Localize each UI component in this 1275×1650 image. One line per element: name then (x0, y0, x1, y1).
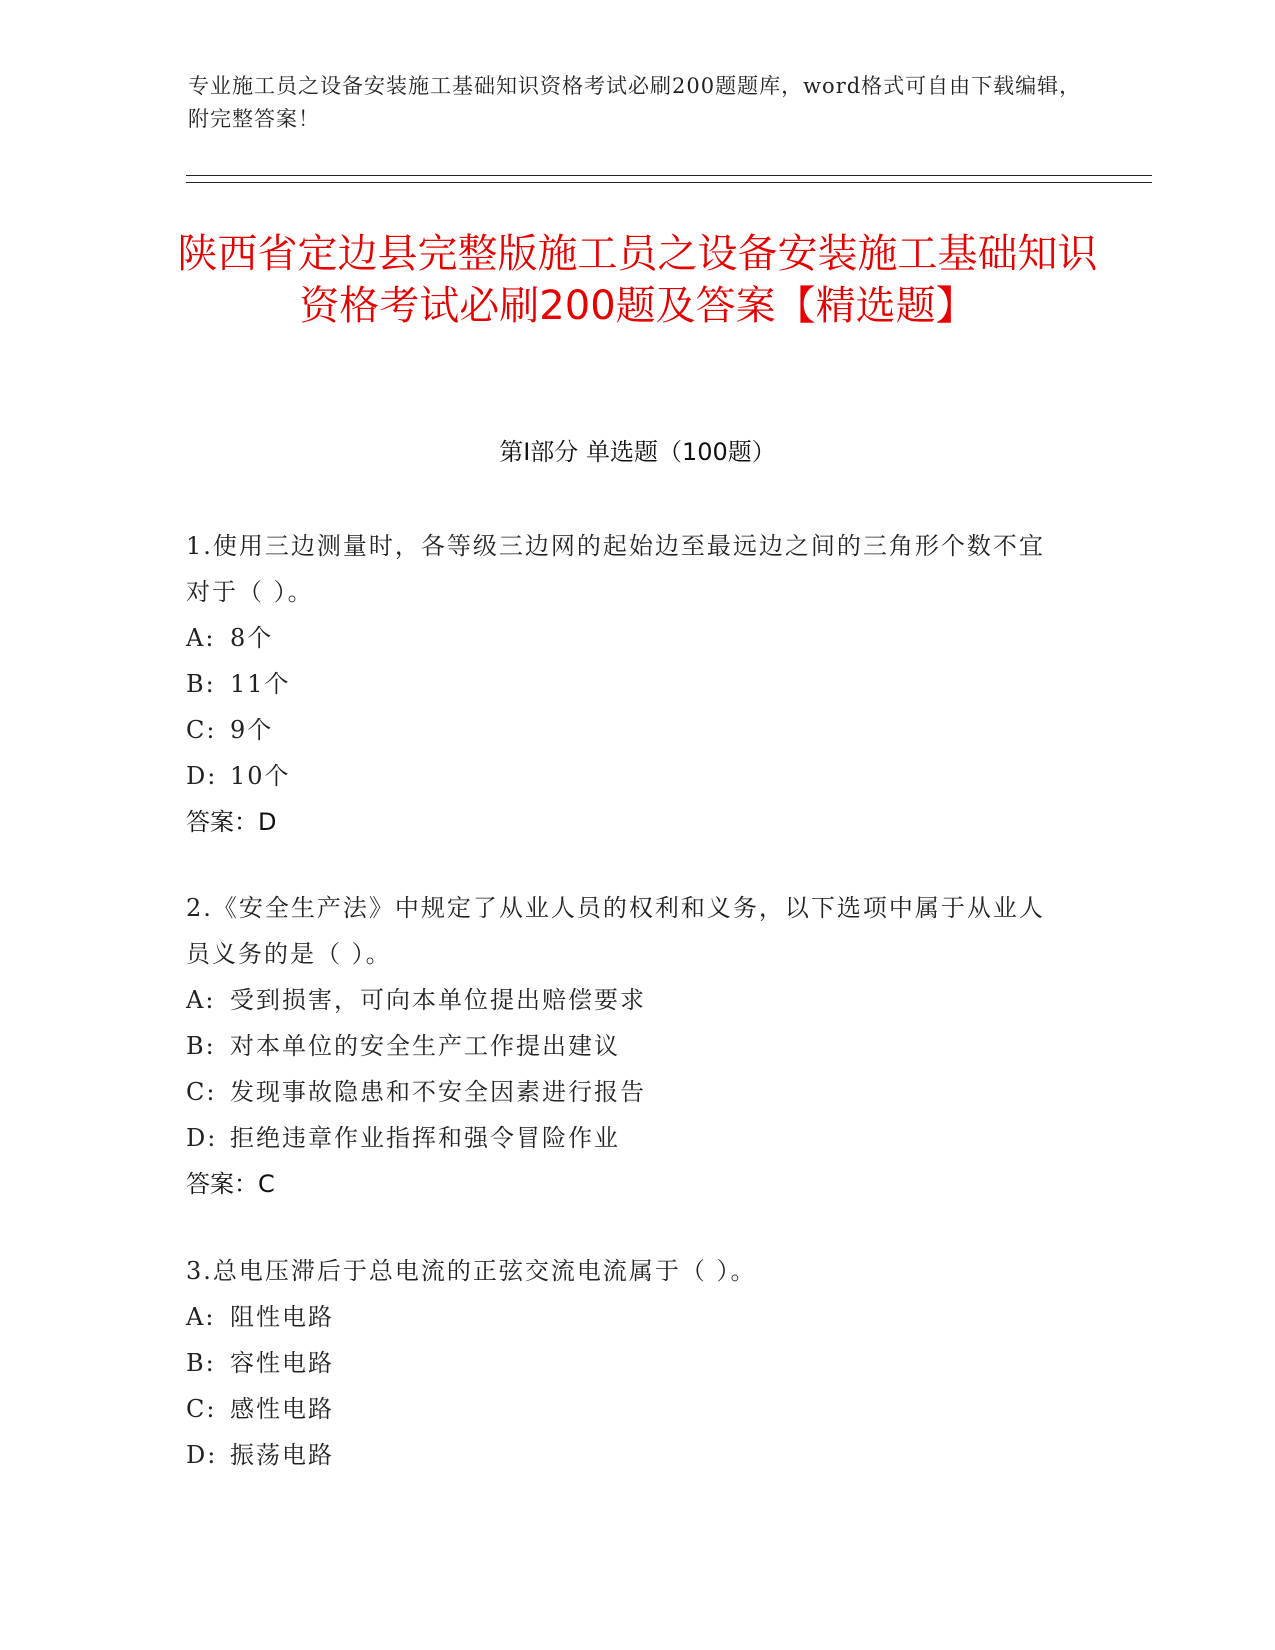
answer: 答案：D (186, 808, 277, 836)
option-a (186, 1294, 1066, 1340)
section-title: 第I部分 单选题（100题） (499, 438, 776, 466)
header-note: 专业施工员之设备安装施工基础知识资格考试必刷200题题库，word格式可自由下载编辑，附完整答案！ (188, 74, 1082, 131)
option-d (186, 753, 1066, 799)
option-d (186, 1432, 1066, 1478)
option-key: A: (186, 624, 216, 652)
option-text: 8个 (230, 624, 274, 652)
option-b (186, 1340, 1066, 1386)
option-key: D: (186, 762, 218, 790)
option-text: 振荡电路 (230, 1441, 334, 1469)
document-title: 陕西省定边县完整版施工员之设备安装施工基础知识资格考试必刷200题及答案【精选题】 (177, 231, 1098, 329)
question-2 (186, 885, 1066, 1207)
option-key: B: (186, 670, 216, 698)
option-key: D: (186, 1124, 218, 1152)
option-text: 感性电路 (230, 1395, 334, 1423)
option-b (186, 661, 1066, 707)
option-c (186, 707, 1066, 753)
header-divider-bottom (186, 182, 1152, 183)
option-key: C: (186, 716, 217, 744)
option-text: 9个 (230, 716, 274, 744)
option-key: C: (186, 1395, 217, 1423)
option-a (186, 977, 1066, 1023)
option-text: 发现事故隐患和不安全因素进行报告 (230, 1078, 646, 1106)
option-key: B: (186, 1032, 216, 1060)
option-c (186, 1386, 1066, 1432)
option-key: A: (186, 986, 216, 1014)
question-1 (186, 523, 1066, 845)
option-key: D: (186, 1441, 218, 1469)
option-b (186, 1023, 1066, 1069)
option-d (186, 1115, 1066, 1161)
option-c (186, 1069, 1066, 1115)
option-text: 阻性电路 (230, 1303, 334, 1331)
question-3 (186, 1248, 1066, 1478)
question-stem: 3.总电压滞后于总电流的正弦交流电流属于（ ）。 (186, 1257, 757, 1285)
option-text: 容性电路 (230, 1349, 334, 1377)
header-divider-top (186, 175, 1152, 176)
option-key: A: (186, 1303, 216, 1331)
option-text: 对本单位的安全生产工作提出建议 (230, 1032, 620, 1060)
option-text: 10个 (230, 762, 291, 790)
option-text: 拒绝违章作业指挥和强令冒险作业 (230, 1124, 620, 1152)
option-key: C: (186, 1078, 217, 1106)
option-key: B: (186, 1349, 216, 1377)
question-stem: 1.使用三边测量时，各等级三边网的起始边至最远边之间的三角形个数不宜对于（ ）。 (186, 532, 1045, 606)
option-text: 11个 (230, 670, 291, 698)
question-stem: 2.《安全生产法》中规定了从业人员的权利和义务，以下选项中属于从业人员义务的是（ ）。 (186, 894, 1045, 968)
option-text: 受到损害，可向本单位提出赔偿要求 (230, 986, 646, 1014)
option-a (186, 615, 1066, 661)
answer: 答案：C (186, 1170, 275, 1198)
